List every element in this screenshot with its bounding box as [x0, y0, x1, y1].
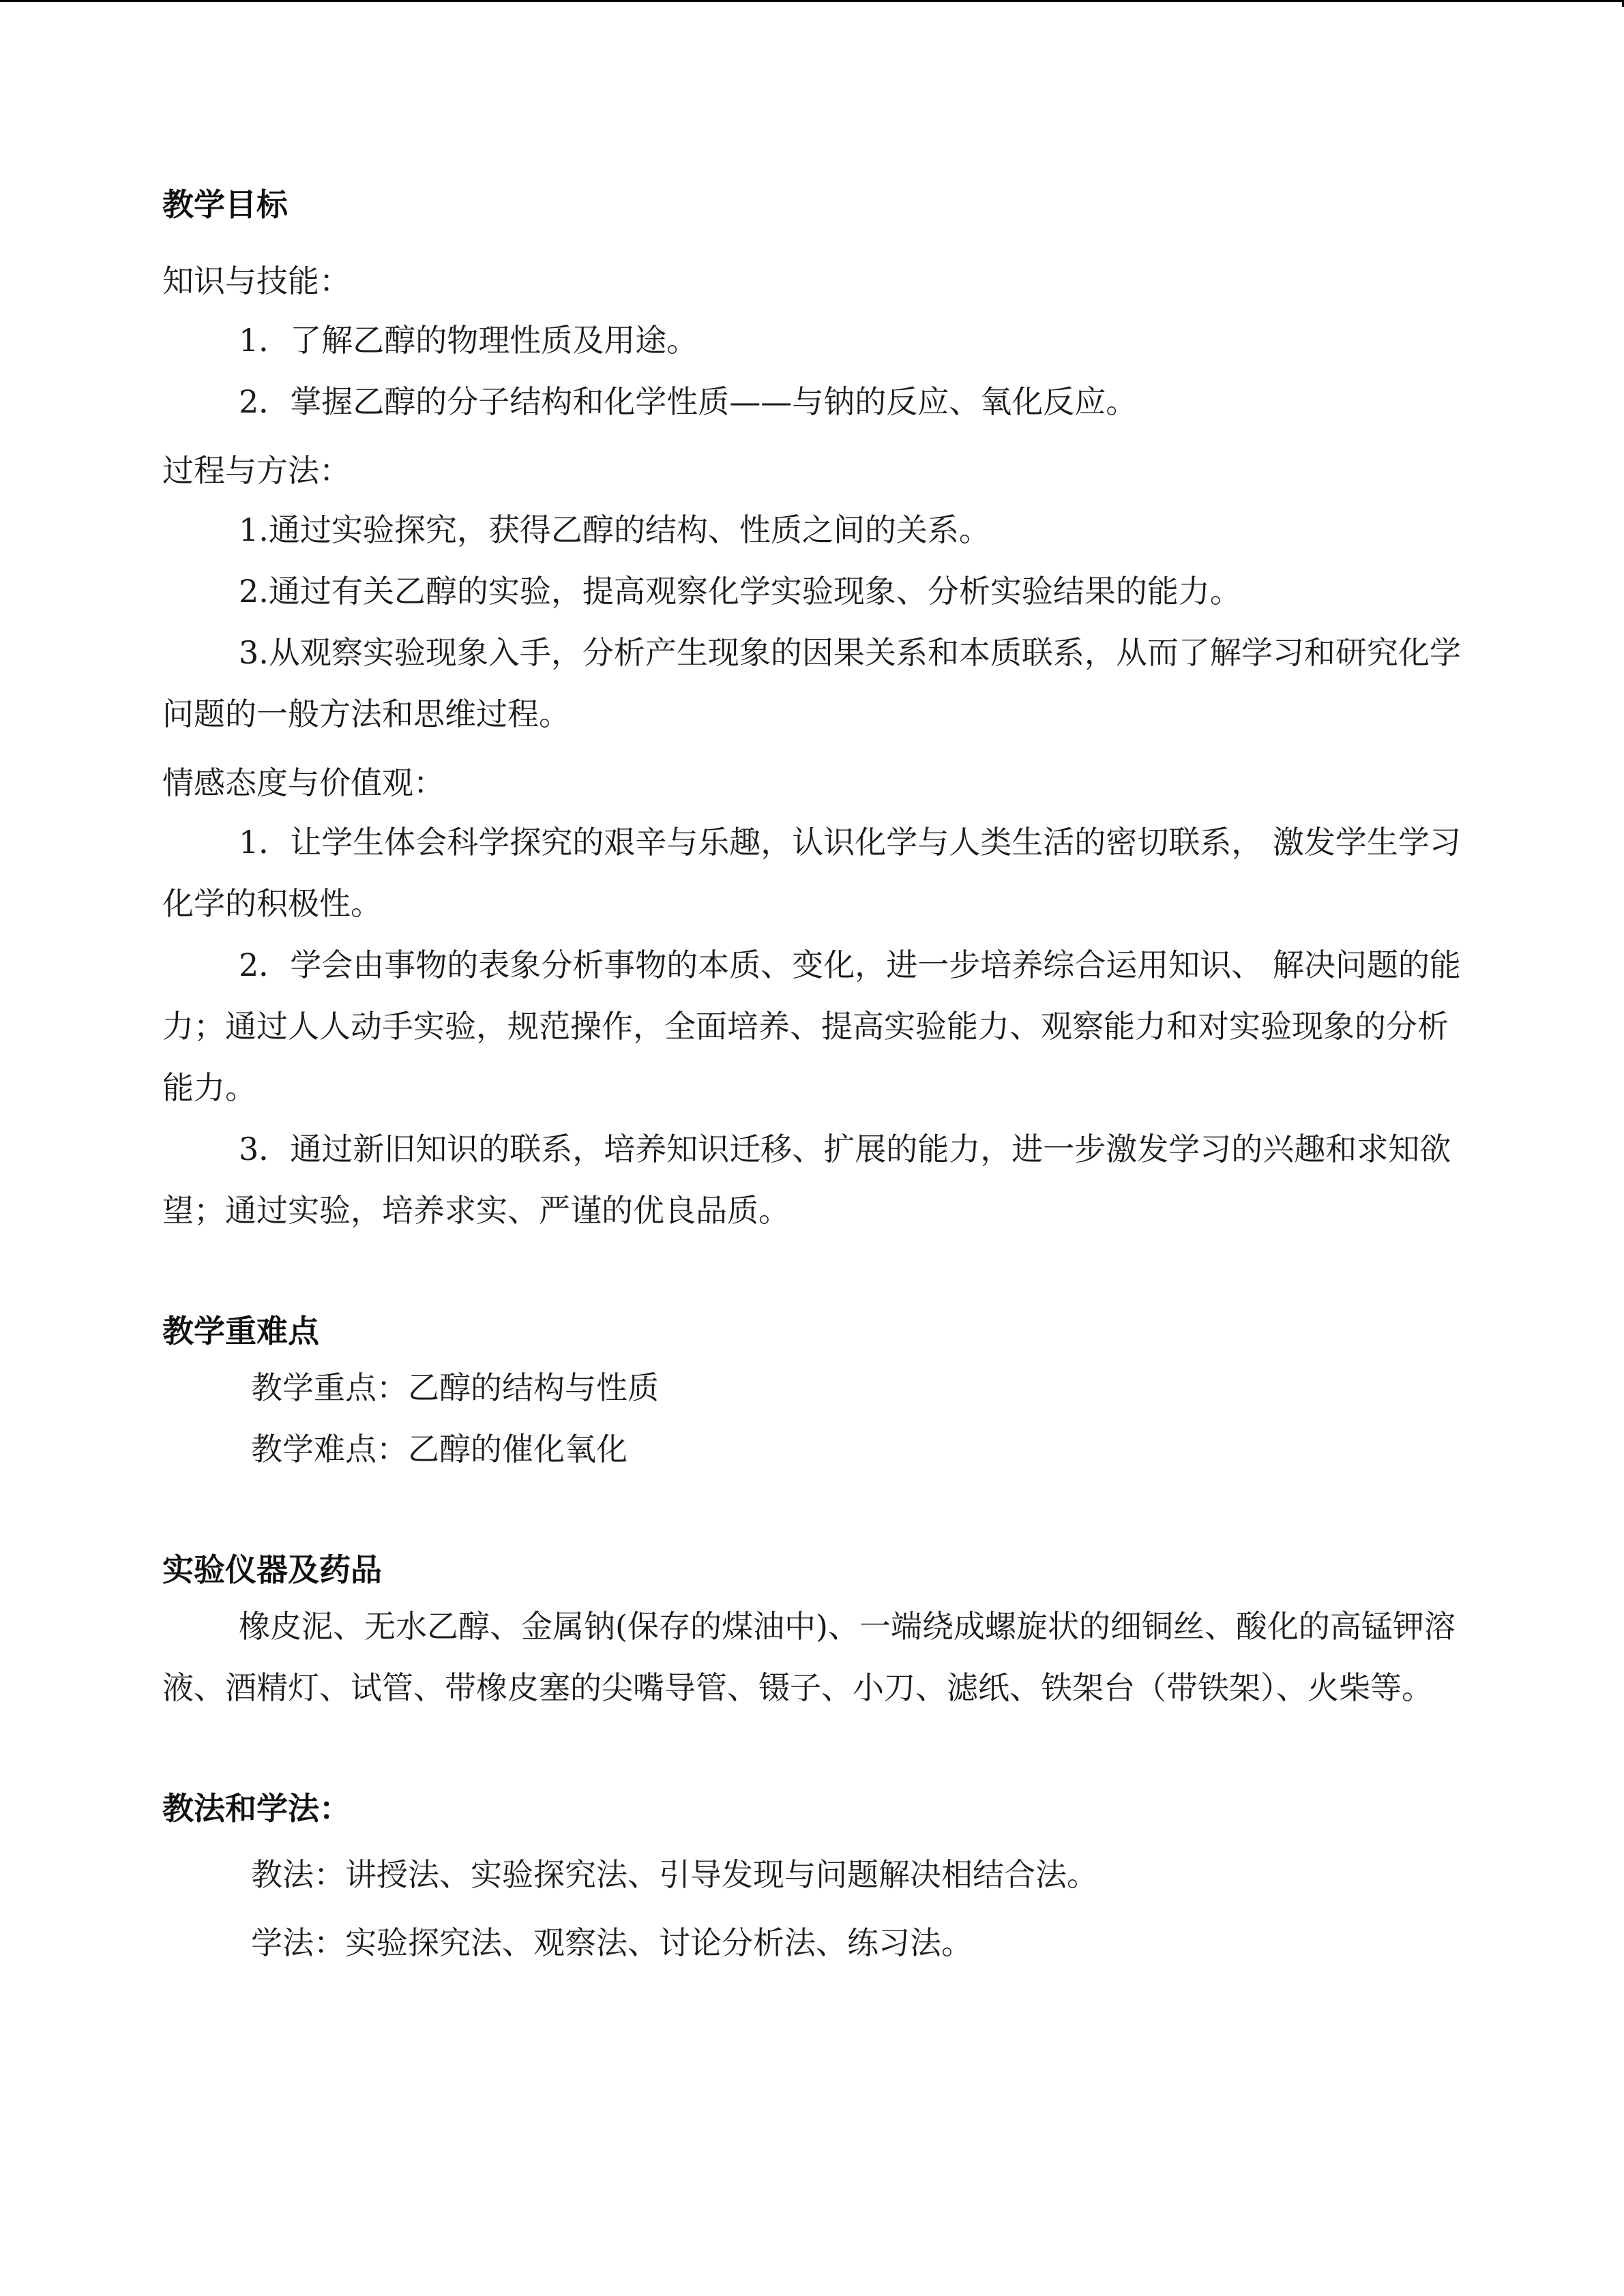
methods-heading: 教法和学法： [162, 1790, 351, 1827]
difficult-point-text: 教学难点：乙醇的催化氧化 [251, 1431, 628, 1467]
emotion-item-3: 3．通过新旧知识的联系，培养知识迁移、扩展的能力，进一步激发学习的兴趣和求知欲望；通过实验，培养求实、严谨的优良品质。 [162, 1131, 1451, 1229]
key-points-section [162, 1309, 1465, 1480]
process-item-3: 3.从观察实验现象入手，分析产生现象的因果关系和本质联系，从而了解学习和研究化学问题的一般方法和思维过程。 [162, 634, 1461, 732]
objectives-section [162, 183, 1465, 1241]
emotion-item-1: 1．让学生体会科学探究的艰辛与乐趣，认识化学与人类生活的密切联系， 激发学生学习化学的积极性。 [162, 824, 1461, 922]
materials-text: 橡皮泥、无水乙醇、金属钠(保存的煤油中)、一端绕成螺旋状的细铜丝、酸化的高锰钾溶液、酒精灯、试管、带橡皮塞的尖嘴导管、镊子、小刀、滤纸、铁架台（带铁架）、火柴等。 [162, 1608, 1456, 1706]
emotion-values-label: 情感态度与价值观： [162, 764, 445, 801]
emotion-item-2: 2．学会由事物的表象分析事物的本质、变化，进一步培养综合运用知识、 解决问题的能力；通过人人动手实验，规范操作，全面培养、提高实验能力、观察能力和对实验现象的分析能力。 [162, 946, 1461, 1106]
learning-method-text: 学法：实验探究法、观察法、讨论分析法、练习法。 [251, 1924, 973, 1961]
materials-heading: 实验仪器及药品 [162, 1551, 382, 1588]
methods-section [162, 1787, 1465, 1973]
top-border-line [0, 0, 1624, 2]
key-points-heading: 教学重难点 [162, 1313, 319, 1350]
process-methods-label: 过程与方法： [162, 452, 351, 489]
knowledge-item-1: 1．了解乙醇的物理性质及用途。 [239, 322, 698, 359]
teaching-method-text: 教法：讲授法、实验探究法、引导发现与问题解决相结合法。 [251, 1856, 1098, 1893]
document-body [162, 183, 1465, 1973]
materials-section [162, 1548, 1465, 1718]
process-item-1: 1.通过实验探究，获得乙醇的结构、性质之间的关系。 [239, 511, 990, 548]
process-item-2: 2.通过有关乙醇的实验，提高观察化学实验现象、分析实验结果的能力。 [239, 573, 1241, 610]
knowledge-item-2: 2．掌握乙醇的分子结构和化学性质——与钠的反应、氧化反应。 [239, 383, 1138, 420]
knowledge-skills-label: 知识与技能： [162, 263, 351, 299]
objectives-heading: 教学目标 [162, 186, 288, 223]
key-point-text: 教学重点：乙醇的结构与性质 [251, 1369, 659, 1406]
